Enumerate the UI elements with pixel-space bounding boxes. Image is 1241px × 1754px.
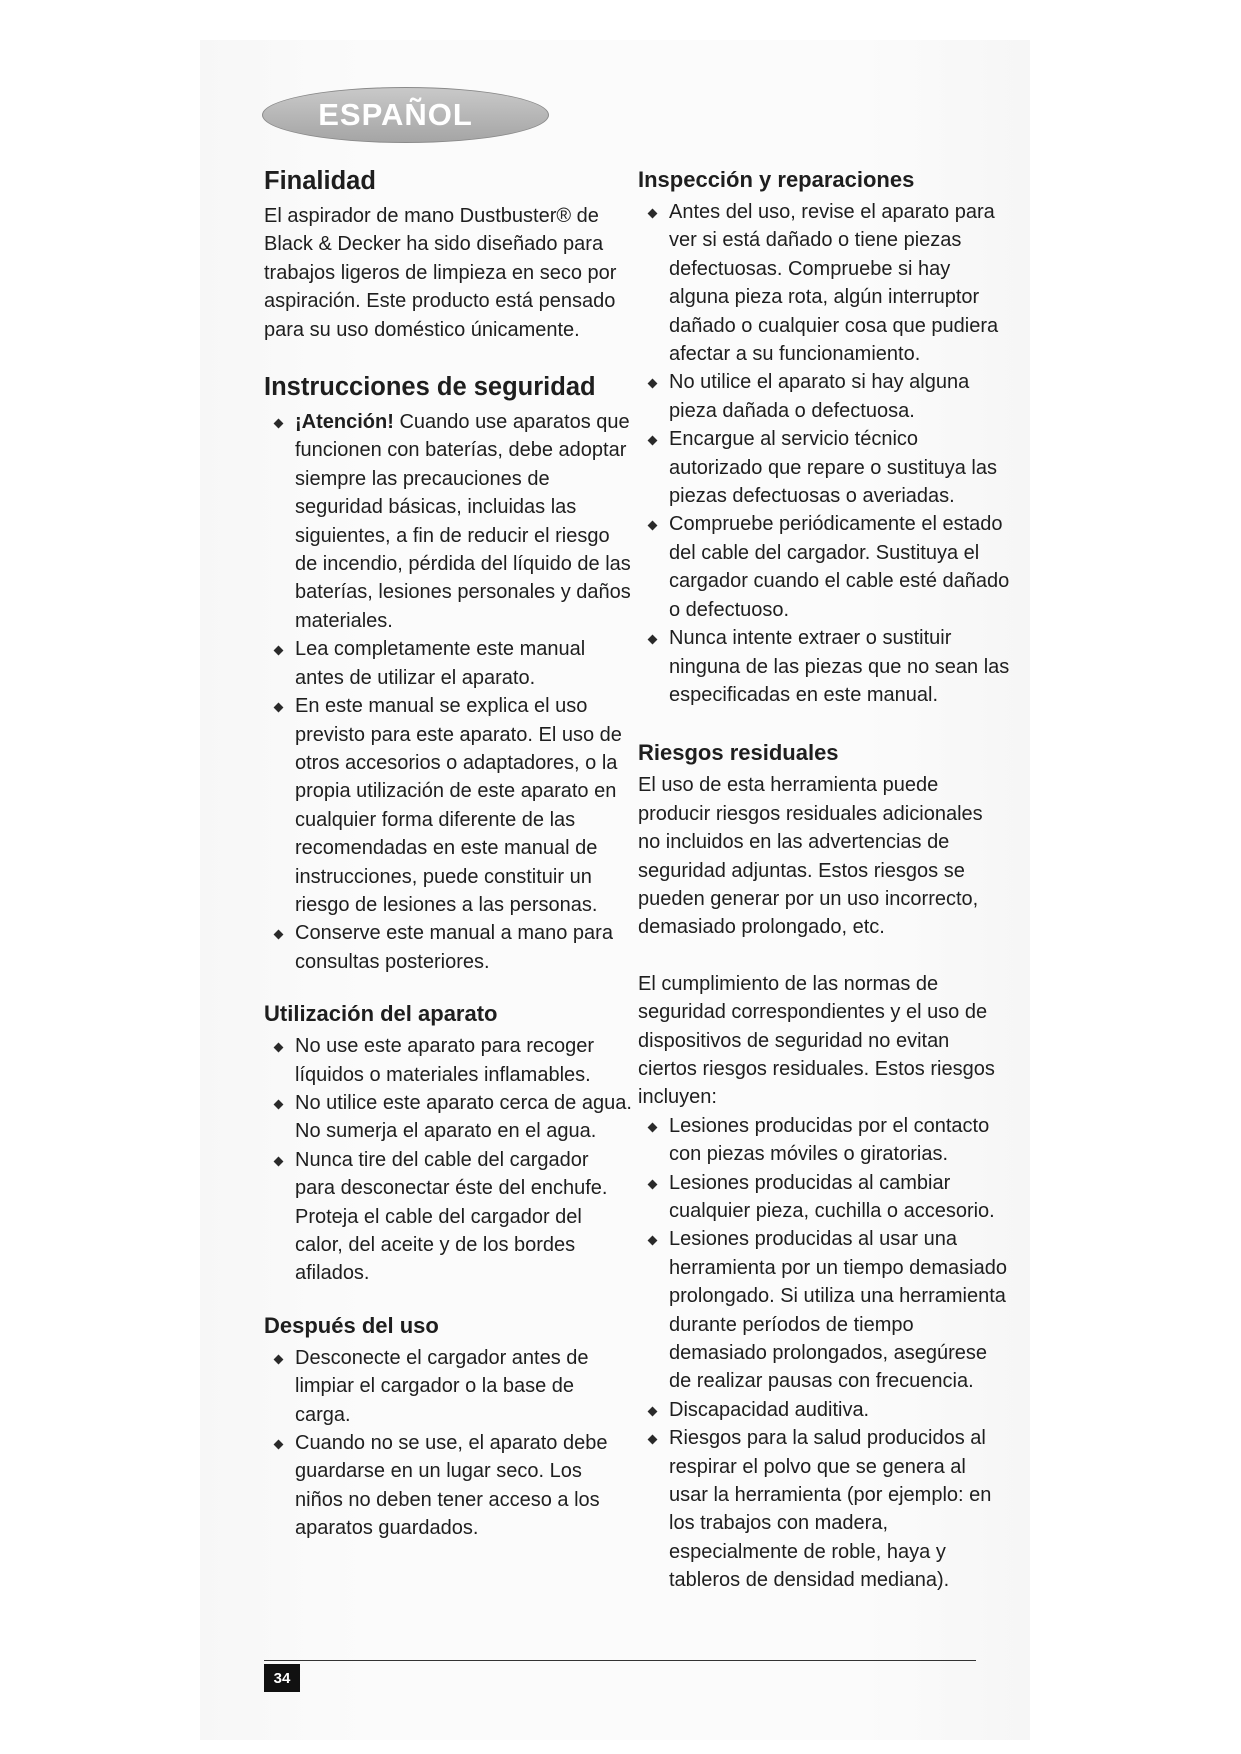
utilizacion-list xyxy=(264,1032,634,1288)
riesgos-heading: Riesgos residuales xyxy=(638,740,839,766)
list-item: Riesgos para la salud producidos al respirar el polvo que se genera al usar la herramienta (por ejemplo: en los trabajos con madera, especialmente de roble, haya y tableros de densidad mediana). xyxy=(638,1424,1010,1594)
bullet-diamond-icon xyxy=(648,1236,658,1246)
list-item: Lesiones producidas por el contacto con piezas móviles o giratorias. xyxy=(638,1112,1010,1169)
bullet-diamond-icon xyxy=(274,419,284,429)
bullet-diamond-icon xyxy=(648,379,658,389)
bullet-diamond-icon xyxy=(274,1100,284,1110)
list-item: Cuando no se use, el aparato debe guardarse en un lugar seco. Los niños no deben tener acceso a los aparatos guardados. xyxy=(264,1429,634,1543)
bullet-diamond-icon xyxy=(274,703,284,713)
riesgos-text-2: El cumplimiento de las normas de seguridad correspondientes y el uso de dispositivos de seguridad no evitan ciertos riesgos residuales. Estos riesgos incluyen: xyxy=(638,972,995,1109)
list-item: Conserve este manual a mano para consultas posteriores. xyxy=(264,919,634,976)
bullet-diamond-icon xyxy=(648,635,658,645)
finalidad-text: El aspirador de mano Dustbuster® de Black & Decker ha sido diseñado para trabajos ligeros de limpieza en seco por aspiración. Este producto está pensado para su uso doméstico únicamente. xyxy=(264,205,617,341)
list-item: Lea completamente este manual antes de utilizar el aparato. xyxy=(264,635,634,692)
list-item: Nunca tire del cable del cargador para desconectar éste del enchufe. Proteja el cable del cargador del calor, del aceite y de los bordes afilados. xyxy=(264,1146,634,1288)
footer-divider xyxy=(264,1660,976,1661)
seguridad-heading: Instrucciones de seguridad xyxy=(264,373,596,402)
language-tab xyxy=(262,87,549,143)
bullet-diamond-icon xyxy=(648,1435,658,1445)
bullet-diamond-icon xyxy=(648,436,658,446)
riesgos-text-1: El uso de esta herramienta puede producir riesgos residuales adicionales no incluidos en las advertencias de seguridad adjuntas. Estos riesgos se pueden generar por un uso incorrecto, demasiado prolongado, etc. xyxy=(638,774,983,939)
left-column xyxy=(264,164,634,1543)
bullet-diamond-icon xyxy=(274,1156,284,1166)
page-number: 34 xyxy=(264,1664,300,1692)
bullet-diamond-icon xyxy=(274,1354,284,1364)
bullet-diamond-icon xyxy=(274,646,284,656)
list-item: Compruebe periódicamente el estado del cable del cargador. Sustituya el cargador cuando el cable esté dañado o defectuoso. xyxy=(638,510,1010,624)
seguridad-list xyxy=(264,408,634,976)
list-item: No use este aparato para recoger líquidos o materiales inflamables. xyxy=(264,1032,634,1089)
inspeccion-heading: Inspección y reparaciones xyxy=(638,167,915,192)
bullet-diamond-icon xyxy=(648,209,658,219)
bullet-diamond-icon xyxy=(648,1122,658,1132)
list-item: ¡Atención! Cuando use aparatos que funcionen con baterías, debe adoptar siempre las precauciones de seguridad básicas, incluidas las siguientes, a fin de reducir el riesgo de incendio, pérdida del líquido de las baterías, lesiones personales y daños materiales. xyxy=(264,408,634,635)
list-item: Antes del uso, revise el aparato para ver si está dañado o tiene piezas defectuosas. Compruebe si hay alguna pieza rota, algún interruptor dañado o cualquier cosa que pudiera afectar a su funcionamiento. xyxy=(638,198,1010,368)
bullet-diamond-icon xyxy=(274,1043,284,1053)
list-item: En este manual se explica el uso previsto para este aparato. El uso de otros accesorios o adaptadores, o la propia utilización de este aparato en cualquier forma diferente de las recomendadas en este manual de instrucciones, puede constituir un riesgo de lesiones a las personas. xyxy=(264,692,634,919)
list-item: Discapacidad auditiva. xyxy=(638,1396,1010,1424)
list-item: Nunca intente extraer o sustituir ninguna de las piezas que no sean las especificadas en este manual. xyxy=(638,624,1010,709)
list-item: No utilice este aparato cerca de agua. No sumerja el aparato en el agua. xyxy=(264,1089,634,1146)
riesgos-list xyxy=(638,1112,1010,1595)
finalidad-heading: Finalidad xyxy=(264,167,376,195)
despues-list xyxy=(264,1344,634,1543)
list-item: Lesiones producidas al usar una herramienta por un tiempo demasiado prolongado. Si utiliza una herramienta durante períodos de tiempo demasiado prolongados, asegúrese de realizar pausas con frecuencia. xyxy=(638,1225,1010,1395)
inspeccion-list xyxy=(638,198,1010,709)
right-column xyxy=(638,164,1010,1595)
list-item: Lesiones producidas al cambiar cualquier pieza, cuchilla o accesorio. xyxy=(638,1169,1010,1226)
despues-heading: Después del uso xyxy=(264,1312,439,1338)
bullet-diamond-icon xyxy=(274,930,284,940)
list-item: No utilice el aparato si hay alguna pieza dañada o defectuosa. xyxy=(638,368,1010,425)
bullet-diamond-icon xyxy=(648,521,658,531)
list-item: Encargue al servicio técnico autorizado que repare o sustituya las piezas defectuosas o averiadas. xyxy=(638,425,1010,510)
bullet-diamond-icon xyxy=(648,1179,658,1189)
utilizacion-heading: Utilización del aparato xyxy=(264,1001,498,1027)
list-item: Desconecte el cargador antes de limpiar el cargador o la base de carga. xyxy=(264,1344,634,1429)
bullet-diamond-icon xyxy=(274,1440,284,1450)
warning-label: ¡Atención! xyxy=(295,411,394,434)
bullet-diamond-icon xyxy=(648,1406,658,1416)
language-label: ESPAÑOL xyxy=(318,97,473,132)
